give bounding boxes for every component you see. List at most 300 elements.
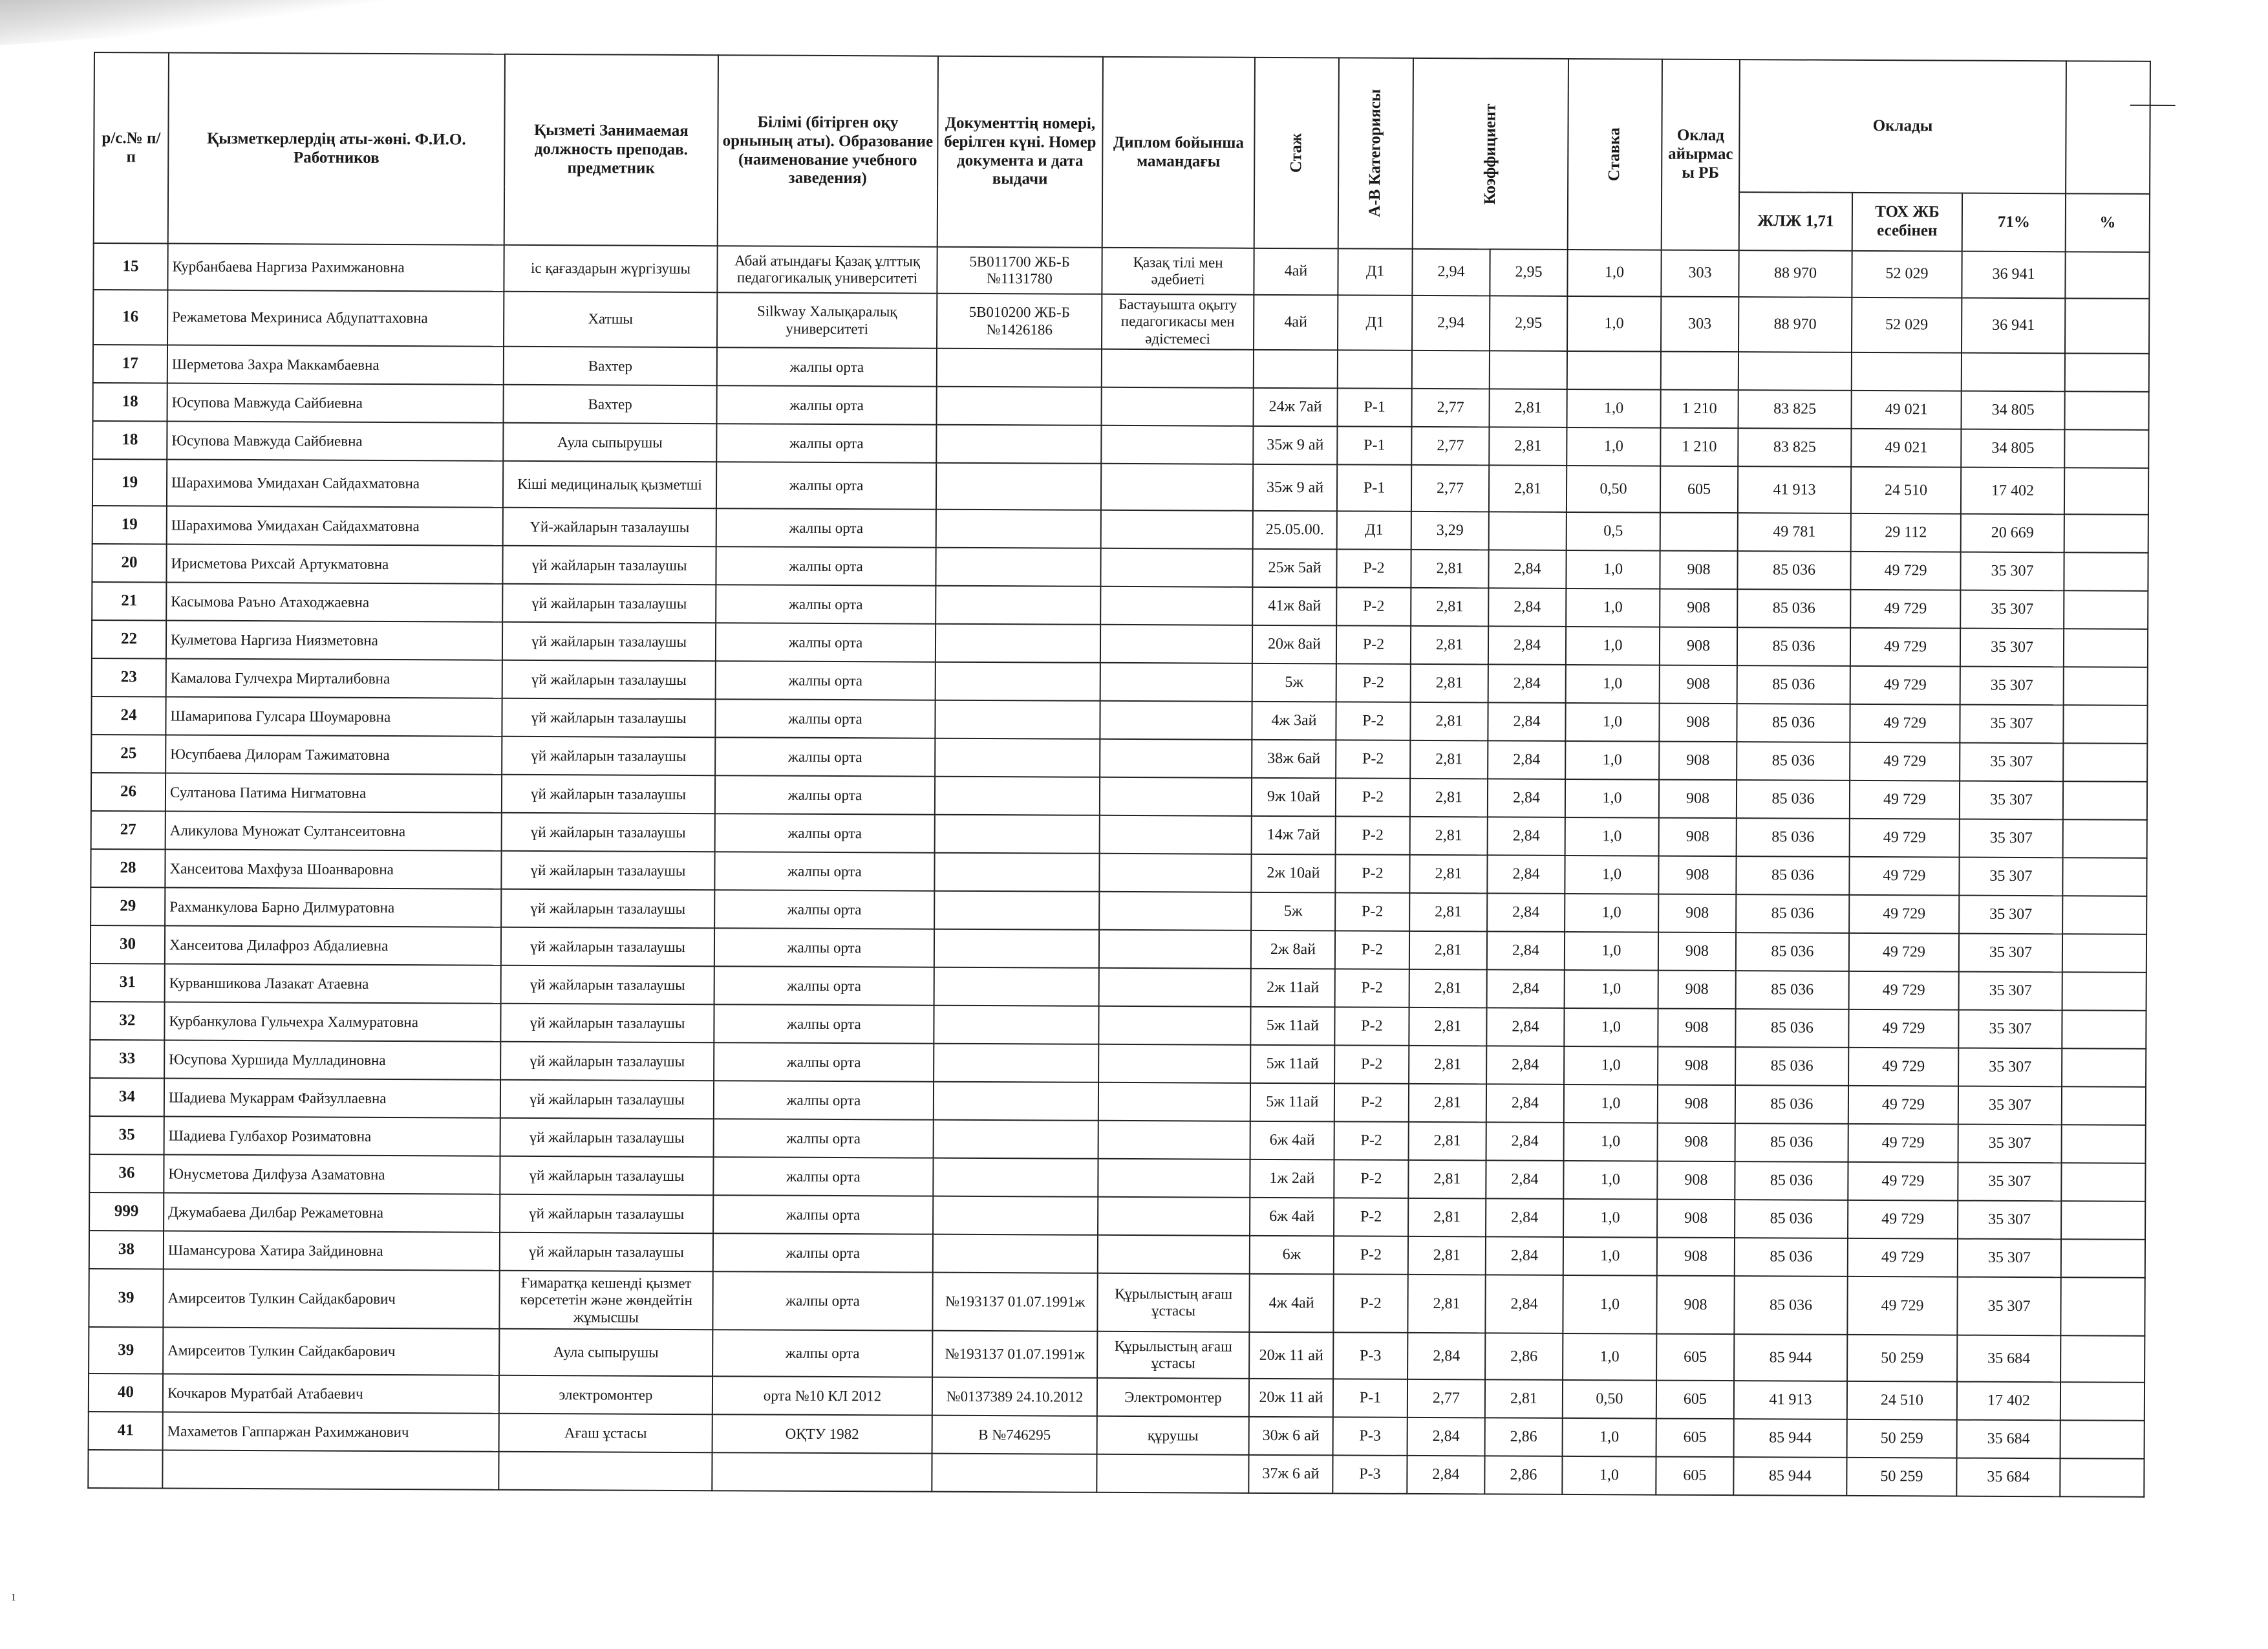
coefficient-1-cell: 2,84 <box>1407 1333 1485 1380</box>
coefficient-2-cell: 2,84 <box>1488 627 1566 665</box>
employee-name-cell: Шадиева Мукаррам Файзуллаевна <box>164 1079 500 1118</box>
rate-cell: 1,0 <box>1566 550 1660 589</box>
employee-name-cell: Шерметова Захра Маккамбаевна <box>167 345 504 385</box>
percent-cell <box>2062 1087 2146 1126</box>
salary-zhlzh-cell: 85 036 <box>1735 1123 1848 1162</box>
salary-tox-cell: 49 021 <box>1851 391 1961 429</box>
position-cell: үй жайларын тазалаушы <box>502 546 716 585</box>
salary-tox-cell: 24 510 <box>1847 1381 1957 1420</box>
table-row <box>93 243 2149 299</box>
document-cell <box>934 967 1099 1006</box>
salary-tox-cell: 29 112 <box>1851 513 1961 552</box>
coefficient-1-cell: 2,81 <box>1411 550 1488 588</box>
coefficient-2-cell <box>1489 512 1567 551</box>
salary-zhlzh-cell: 85 036 <box>1734 1276 1847 1335</box>
rate-cell: 1,0 <box>1563 1237 1657 1276</box>
employee-name-cell: Кулметова Наргиза Ниязметовна <box>166 621 502 660</box>
document-cell: №0137389 24.10.2012 <box>932 1377 1097 1416</box>
experience-cell: 5ж <box>1252 663 1336 702</box>
header-oklady: Оклады <box>1739 59 2066 193</box>
salary-zhlzh-cell: 85 036 <box>1735 1009 1848 1048</box>
diploma-specialty-cell <box>1098 1044 1250 1083</box>
percent-cell <box>2060 1336 2145 1383</box>
category-cell: Р-2 <box>1336 664 1411 703</box>
coefficient-1-cell: 3,29 <box>1411 512 1489 550</box>
percent-cell <box>2062 1011 2146 1050</box>
percent-cell <box>2062 934 2146 973</box>
rate-cell: 1,0 <box>1565 779 1659 818</box>
salary-71-cell: 35 684 <box>1957 1420 2060 1459</box>
row-number-cell: 36 <box>89 1154 164 1193</box>
position-cell: үй жайларын тазалаушы <box>500 1156 713 1195</box>
rate-cell: 0,5 <box>1567 512 1660 551</box>
coefficient-2-cell: 2,84 <box>1488 665 1566 704</box>
education-cell: жалпы орта <box>712 1330 932 1377</box>
employee-name-cell: Махаметов Гаппаржан Рахимжанович <box>163 1412 499 1452</box>
diploma-specialty-cell: Құрылыстың ағаш ұстасы <box>1097 1331 1249 1379</box>
header-education: Білімі (бітірген оқу орнының аты). Образование (наименование учебного заведения) <box>718 55 938 246</box>
salary-71-cell: 35 307 <box>1960 819 2063 858</box>
coefficient-1-cell: 2,84 <box>1407 1456 1484 1494</box>
salary-difference-cell: 1 210 <box>1660 390 1738 429</box>
education-cell: жалпы орта <box>716 623 936 662</box>
diploma-specialty-cell <box>1102 349 1254 388</box>
table-row <box>89 1327 2145 1383</box>
coefficient-1-cell: 2,81 <box>1411 664 1488 703</box>
position-cell: үй жайларын тазалаушы <box>502 698 715 737</box>
percent-cell <box>2061 1163 2145 1202</box>
margin-tick: ı <box>12 1588 16 1604</box>
salary-zhlzh-cell: 85 036 <box>1737 589 1850 628</box>
salary-zhlzh-cell: 85 944 <box>1733 1457 1846 1496</box>
salary-difference-cell: 908 <box>1658 932 1736 971</box>
row-number-cell: 40 <box>89 1374 163 1412</box>
position-cell: үй жайларын тазалаушы <box>501 851 714 890</box>
coefficient-2-cell: 2,84 <box>1488 741 1565 780</box>
education-cell: жалпы орта <box>716 462 936 510</box>
document-cell <box>935 815 1100 854</box>
category-cell: Р-1 <box>1337 389 1411 427</box>
salary-71-cell: 35 307 <box>1958 1010 2062 1049</box>
coefficient-2-cell: 2,84 <box>1485 1275 1563 1334</box>
experience-cell: 5ж 11ай <box>1250 1045 1334 1084</box>
salary-difference-cell: 908 <box>1657 1238 1735 1277</box>
education-cell: жалпы орта <box>715 814 935 853</box>
row-number-cell: 32 <box>90 1002 164 1040</box>
salary-zhlzh-cell: 85 944 <box>1734 1419 1847 1458</box>
row-number-cell: 41 <box>89 1412 163 1450</box>
rate-cell: 1,0 <box>1566 665 1660 704</box>
education-cell: жалпы орта <box>714 1081 934 1120</box>
salary-71-cell: 35 307 <box>1960 590 2064 629</box>
salary-71-cell: 35 307 <box>1958 1125 2062 1163</box>
document-cell <box>937 349 1102 387</box>
experience-cell: 25ж 5ай <box>1252 549 1336 588</box>
salary-difference-cell: 605 <box>1656 1334 1734 1381</box>
document-cell <box>934 1006 1098 1044</box>
position-cell: үй жайларын тазалаушы <box>500 1194 713 1233</box>
salary-difference-cell: 605 <box>1656 1381 1734 1419</box>
position-cell: үй жайларын тазалаушы <box>502 622 716 661</box>
percent-cell <box>2063 820 2147 859</box>
employee-name-cell: Камалова Гулчехра Мирталибовна <box>166 659 502 698</box>
category-cell: Р-2 <box>1335 931 1409 970</box>
coefficient-1-cell: 2,81 <box>1409 1122 1486 1161</box>
salary-difference-cell: 605 <box>1656 1419 1734 1458</box>
coefficient-1-cell: 2,81 <box>1409 969 1487 1008</box>
row-number-cell <box>88 1450 162 1489</box>
diploma-specialty-cell: Қазақ тілі мен әдебиеті <box>1102 248 1254 295</box>
experience-cell: 38ж 6ай <box>1252 740 1336 779</box>
rate-cell: 1,0 <box>1563 1333 1656 1381</box>
education-cell: Silkway Халықаралық университеті <box>717 292 937 349</box>
diploma-specialty-cell <box>1101 387 1253 426</box>
diploma-specialty-cell <box>1098 1121 1250 1159</box>
category-cell: Р-2 <box>1333 1275 1407 1333</box>
document-cell: №193137 01.07.1991ж <box>932 1331 1097 1378</box>
salary-tox-cell: 49 729 <box>1848 1009 1958 1048</box>
header-oklad-diff: Оклад айырмасы РБ <box>1662 59 1740 251</box>
salary-71-cell: 35 307 <box>1959 934 2062 973</box>
position-cell: үй жайларын тазалаушы <box>501 927 714 966</box>
salary-zhlzh-cell: 41 913 <box>1734 1381 1847 1419</box>
employee-name-cell: Режаметова Мехриниса Абдупаттаховна <box>167 290 504 347</box>
salary-zhlzh-cell: 85 036 <box>1735 1047 1848 1086</box>
position-cell: үй жайларын тазалаушы <box>500 1233 713 1271</box>
percent-cell <box>2060 1459 2144 1498</box>
row-number-cell: 19 <box>92 459 167 506</box>
employee-name-cell: Юсупова Хуршида Мулладиновна <box>164 1040 500 1080</box>
salary-71-cell: 35 307 <box>1959 857 2062 896</box>
document-cell <box>934 1120 1098 1159</box>
education-cell: жалпы орта <box>716 547 936 586</box>
rate-cell: 0,50 <box>1563 1380 1656 1419</box>
category-cell: Р-3 <box>1332 1456 1407 1494</box>
education-cell: жалпы орта <box>713 1158 933 1196</box>
experience-cell: 5ж <box>1251 892 1335 931</box>
coefficient-1-cell: 2,77 <box>1411 465 1489 512</box>
percent-cell <box>2065 298 2149 354</box>
salary-tox-cell: 49 729 <box>1850 590 1960 629</box>
diploma-specialty-cell <box>1100 663 1252 702</box>
category-cell: Р-2 <box>1334 1046 1409 1084</box>
position-cell: үй жайларын тазалаушы <box>500 1004 714 1042</box>
salary-tox-cell: 49 729 <box>1850 552 1960 590</box>
header-zhlzh: ЖЛЖ 1,71 <box>1739 192 1852 251</box>
category-cell: Р-2 <box>1336 740 1410 779</box>
salary-71-cell: 35 307 <box>1960 705 2063 744</box>
coefficient-2-cell: 2,84 <box>1487 856 1565 894</box>
education-cell: жалпы орта <box>713 1196 933 1234</box>
table-body <box>88 243 2149 1497</box>
diploma-specialty-cell <box>1098 1083 1250 1121</box>
employee-name-cell: Шамарипова Гулсара Шоумаровна <box>166 697 502 737</box>
coefficient-2-cell: 2,95 <box>1490 296 1567 351</box>
salary-71-cell: 17 402 <box>1961 468 2064 515</box>
staff-salary-sheet <box>87 52 2150 1498</box>
percent-cell <box>2063 744 2147 782</box>
document-cell <box>936 463 1101 510</box>
experience-cell: 30ж 6 ай <box>1249 1417 1333 1456</box>
header-coef <box>1413 58 1568 250</box>
document-cell <box>933 1234 1098 1273</box>
diploma-specialty-cell <box>1101 426 1253 464</box>
header-blank <box>2066 61 2150 194</box>
rate-cell: 1,0 <box>1565 741 1659 780</box>
salary-zhlzh-cell: 85 036 <box>1737 551 1850 590</box>
coefficient-1-cell: 2,81 <box>1409 893 1487 932</box>
experience-cell: 5ж 11ай <box>1250 1007 1334 1046</box>
coefficient-2-cell: 2,84 <box>1488 588 1566 627</box>
staff-table <box>87 52 2151 1498</box>
table-row <box>93 290 2149 354</box>
top-rule <box>2130 105 2176 106</box>
category-cell: Р-1 <box>1333 1379 1407 1418</box>
document-cell <box>936 510 1101 548</box>
salary-tox-cell: 49 729 <box>1850 666 1960 705</box>
experience-cell: 41ж 8ай <box>1252 587 1336 626</box>
salary-tox-cell: 49 021 <box>1851 429 1961 468</box>
header-71: 71% <box>1962 193 2066 252</box>
salary-71-cell: 34 805 <box>1961 429 2064 468</box>
salary-difference-cell: 908 <box>1659 818 1737 857</box>
position-cell: үй жайларын тазалаушы <box>500 1080 714 1119</box>
salary-difference-cell: 908 <box>1660 589 1737 628</box>
coefficient-1-cell: 2,81 <box>1409 1084 1486 1123</box>
salary-zhlzh-cell: 85 036 <box>1736 932 1849 971</box>
percent-cell <box>2065 354 2149 393</box>
coefficient-2-cell: 2,81 <box>1489 389 1567 428</box>
coefficient-2-cell: 2,81 <box>1489 427 1567 466</box>
salary-tox-cell: 49 729 <box>1848 1124 1958 1163</box>
employee-name-cell: Курваншикова Лазакат Атаевна <box>165 964 501 1004</box>
salary-difference-cell: 908 <box>1659 742 1737 781</box>
rate-cell: 1,0 <box>1563 1161 1657 1200</box>
salary-difference-cell: 908 <box>1660 551 1737 590</box>
header-position: Қызметі Занимаемая должность преподав. предметник <box>504 54 718 246</box>
experience-cell: 9ж 10ай <box>1252 778 1336 817</box>
diploma-specialty-cell <box>1100 739 1252 778</box>
coefficient-1-cell: 2,81 <box>1409 1008 1486 1046</box>
scan-shadow <box>0 0 414 45</box>
salary-tox-cell: 49 729 <box>1848 1086 1958 1125</box>
document-cell <box>936 548 1100 587</box>
salary-zhlzh-cell: 85 036 <box>1736 894 1849 933</box>
experience-cell: 24ж 7ай <box>1253 388 1337 427</box>
position-cell: Вахтер <box>504 385 717 424</box>
document-cell <box>936 425 1101 464</box>
document-cell <box>934 853 1099 892</box>
row-number-cell: 18 <box>93 383 167 422</box>
document-cell: 5В010200 ЖБ-Б №1426186 <box>937 294 1102 349</box>
coefficient-2-cell: 2,86 <box>1484 1456 1562 1495</box>
salary-tox-cell: 49 729 <box>1848 1200 1958 1239</box>
employee-name-cell: Рахманкулова Барно Дилмуратовна <box>165 888 501 927</box>
salary-tox-cell: 49 729 <box>1849 971 1959 1010</box>
salary-zhlzh-cell: 85 036 <box>1737 627 1850 666</box>
experience-cell: 1ж 2ай <box>1250 1159 1334 1198</box>
row-number-cell: 24 <box>91 696 166 735</box>
percent-cell <box>2060 1278 2145 1337</box>
category-cell: Р-3 <box>1333 1417 1407 1456</box>
percent-cell <box>2063 706 2147 744</box>
coefficient-2-cell: 2,86 <box>1485 1418 1563 1457</box>
experience-cell: 20ж 8ай <box>1252 625 1336 664</box>
education-cell <box>712 1453 932 1492</box>
education-cell: жалпы орта <box>714 1119 934 1158</box>
experience-cell: 35ж 9 ай <box>1253 464 1337 512</box>
row-number-cell: 21 <box>92 582 166 621</box>
salary-71-cell: 35 307 <box>1958 1048 2062 1087</box>
position-cell: үй жайларын тазалаушы <box>500 1118 714 1157</box>
row-number-cell: 31 <box>91 964 165 1002</box>
salary-zhlzh-cell: 85 036 <box>1737 704 1850 742</box>
row-number-cell: 18 <box>92 421 167 460</box>
experience-cell: 20ж 11 ай <box>1249 1379 1333 1417</box>
coefficient-1-cell: 2,94 <box>1412 296 1490 351</box>
salary-71-cell <box>1962 353 2065 392</box>
salary-71-cell: 35 307 <box>1957 1277 2060 1336</box>
salary-tox-cell: 49 729 <box>1850 742 1960 781</box>
experience-cell: 4ж 3ай <box>1252 702 1336 740</box>
salary-zhlzh-cell: 85 036 <box>1737 780 1850 819</box>
diploma-specialty-cell <box>1101 464 1253 511</box>
category-cell: Р-2 <box>1334 1084 1409 1123</box>
rate-cell: 1,0 <box>1564 1046 1658 1085</box>
salary-71-cell: 35 307 <box>1958 1201 2061 1240</box>
rate-cell: 1,0 <box>1565 856 1658 894</box>
employee-name-cell: Юсупова Мавжуда Сайбиевна <box>167 383 504 423</box>
coefficient-2-cell: 2,84 <box>1486 1123 1564 1161</box>
header-stazh <box>1254 58 1339 249</box>
diploma-specialty-cell: Электромонтер <box>1097 1378 1249 1417</box>
coefficient-1-cell: 2,81 <box>1409 1046 1486 1084</box>
education-cell: жалпы орта <box>714 929 934 967</box>
coefficient-2-cell: 2,84 <box>1486 1161 1563 1200</box>
row-number-cell: 35 <box>90 1116 164 1155</box>
coefficient-1-cell: 2,81 <box>1410 740 1488 779</box>
diploma-specialty-cell: Құрылыстың ағаш ұстасы <box>1097 1273 1249 1332</box>
coefficient-2-cell: 2,95 <box>1490 249 1567 296</box>
education-cell: жалпы орта <box>716 662 936 700</box>
salary-zhlzh-cell: 85 036 <box>1736 856 1849 895</box>
document-cell <box>936 586 1100 625</box>
coefficient-2-cell: 2,84 <box>1486 1199 1563 1238</box>
category-cell: Р-2 <box>1334 1160 1408 1199</box>
salary-tox-cell: 49 729 <box>1850 628 1960 667</box>
employee-name-cell: Шамансурова Хатира Зайдиновна <box>164 1231 500 1271</box>
employee-name-cell: Хансеитова Дилафроз Абдалиевна <box>165 926 501 965</box>
header-category-label: А-В Категориясы <box>1366 89 1384 218</box>
category-cell: Р-2 <box>1336 817 1410 856</box>
education-cell: жалпы орта <box>716 509 936 548</box>
percent-cell <box>2060 1383 2145 1421</box>
salary-tox-cell: 49 729 <box>1850 819 1960 857</box>
coefficient-2-cell: 2,81 <box>1489 466 1567 513</box>
salary-difference-cell: 605 <box>1660 466 1738 513</box>
education-cell: жалпы орта <box>714 1043 934 1082</box>
education-cell: Абай атындағы Қазақ ұлттық педагогикалық университеті <box>717 246 937 293</box>
salary-tox-cell: 50 259 <box>1846 1458 1956 1496</box>
salary-difference-cell: 908 <box>1659 780 1737 819</box>
salary-71-cell: 35 684 <box>1956 1458 2060 1497</box>
row-number-cell: 22 <box>92 620 166 659</box>
category-cell: Р-2 <box>1334 1122 1409 1161</box>
table-header <box>94 52 2150 252</box>
salary-71-cell: 34 805 <box>1961 391 2064 430</box>
salary-zhlzh-cell: 85 036 <box>1735 1161 1848 1200</box>
employee-name-cell: Шарахимова Умидахан Сайдахматовна <box>167 460 503 508</box>
salary-71-cell: 35 307 <box>1958 1163 2061 1202</box>
salary-71-cell: 35 307 <box>1960 743 2063 782</box>
education-cell: жалпы орта <box>712 1272 932 1331</box>
salary-tox-cell: 24 510 <box>1851 467 1961 514</box>
employee-name-cell: Кочкаров Муратбай Атабаевич <box>163 1374 499 1414</box>
document-cell <box>936 662 1100 701</box>
salary-difference-cell: 908 <box>1660 627 1737 666</box>
salary-71-cell: 20 669 <box>1961 514 2064 553</box>
percent-cell <box>2062 1125 2146 1164</box>
experience-cell: 4ж 4ай <box>1249 1274 1333 1333</box>
row-number-cell: 19 <box>92 506 167 544</box>
document-cell <box>933 1158 1098 1197</box>
salary-71-cell: 35 307 <box>1960 629 2064 667</box>
coefficient-2-cell: 2,84 <box>1488 550 1566 589</box>
diploma-specialty-cell <box>1101 510 1253 549</box>
employee-name-cell: Касымова Раъно Атаходжаевна <box>166 583 502 622</box>
employee-name-cell: Джумабаева Дилбар Режаметовна <box>164 1193 500 1233</box>
percent-cell <box>2062 896 2146 935</box>
rate-cell: 1,0 <box>1563 1418 1656 1457</box>
category-cell: Р-3 <box>1333 1333 1407 1380</box>
coefficient-1-cell: 2,77 <box>1411 427 1489 466</box>
category-cell: Р-2 <box>1334 1008 1409 1046</box>
coefficient-1-cell: 2,81 <box>1408 1160 1486 1199</box>
coefficient-2-cell: 2,84 <box>1488 817 1565 856</box>
coefficient-1-cell: 2,81 <box>1409 931 1487 970</box>
salary-zhlzh-cell: 41 913 <box>1738 466 1851 513</box>
salary-zhlzh-cell: 85 036 <box>1737 818 1850 857</box>
category-cell: Р-1 <box>1337 465 1411 512</box>
position-cell: Аула сыпырушы <box>503 423 716 462</box>
salary-tox-cell: 49 729 <box>1849 933 1959 972</box>
salary-tox-cell: 49 729 <box>1848 1048 1958 1086</box>
salary-difference-cell: 1 210 <box>1660 428 1738 467</box>
coefficient-1-cell: 2,81 <box>1410 817 1488 856</box>
coefficient-1-cell: 2,81 <box>1411 626 1488 665</box>
coefficient-2-cell: 2,84 <box>1487 932 1565 971</box>
position-cell: Ағаш ұстасы <box>499 1414 712 1452</box>
table-row <box>89 1269 2145 1336</box>
employee-name-cell: Аликулова Муножат Султансеитовна <box>166 812 502 851</box>
coefficient-2-cell: 2,84 <box>1486 1046 1564 1085</box>
percent-cell <box>2062 1049 2146 1088</box>
row-number-cell: 27 <box>91 811 166 850</box>
employee-name-cell: Юнусметова Дилфуза Азаматовна <box>164 1155 500 1194</box>
experience-cell: 4ай <box>1254 248 1338 296</box>
experience-cell: 2ж 10ай <box>1251 854 1335 893</box>
employee-name-cell <box>162 1450 498 1490</box>
percent-cell <box>2064 667 2148 706</box>
salary-difference-cell: 908 <box>1658 856 1736 895</box>
percent-cell <box>2062 973 2146 1011</box>
salary-difference-cell: 908 <box>1656 1276 1734 1335</box>
salary-71-cell: 35 307 <box>1960 552 2064 591</box>
header-tox: ТОХ ЖБ есебінен <box>1852 193 1962 252</box>
rate-cell: 0,50 <box>1567 466 1660 513</box>
category-cell: Д1 <box>1337 512 1411 550</box>
document-cell: В №746295 <box>932 1416 1097 1454</box>
